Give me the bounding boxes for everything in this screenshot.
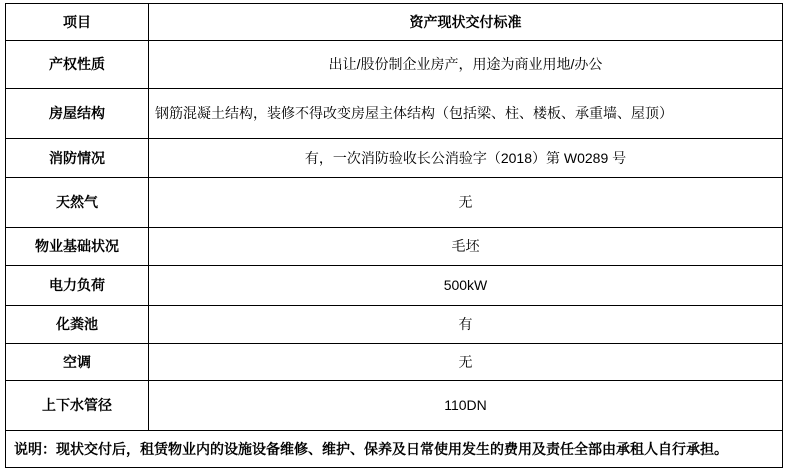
row-value: 钢筋混凝土结构，装修不得改变房屋主体结构（包括梁、柱、楼板、承重墙、屋顶）: [149, 89, 783, 139]
row-value: 无: [149, 178, 783, 228]
table-row-natural-gas: [6, 178, 783, 228]
row-value: 500kW: [149, 266, 783, 306]
row-label: 消防情况: [6, 139, 149, 178]
row-value: 有: [149, 306, 783, 344]
table-row-septic-tank: [6, 306, 783, 344]
row-value: 有，一次消防验收长公消验字（2018）第 W0289 号: [149, 139, 783, 178]
header-cell-item: 项目: [6, 4, 149, 41]
note-cell: 说明：现状交付后，租赁物业内的设施设备维修、维护、保养及日常使用发生的费用及责任全部由承租人自行承担。: [6, 431, 783, 468]
table-header-row: [6, 4, 783, 41]
table-row-power-load: [6, 266, 783, 306]
table-row-property-rights: [6, 41, 783, 89]
row-label: 电力负荷: [6, 266, 149, 306]
row-value: 出让/股份制企业房产，用途为商业用地/办公: [149, 41, 783, 89]
header-cell-standard: 资产现状交付标准: [149, 4, 783, 41]
row-label: 房屋结构: [6, 89, 149, 139]
table-note-row: [6, 431, 783, 468]
table-row-fire-safety: [6, 139, 783, 178]
table-row-water-pipe-diameter: [6, 381, 783, 431]
table-row-property-base-condition: [6, 228, 783, 266]
row-label: 化粪池: [6, 306, 149, 344]
table-row-building-structure: [6, 89, 783, 139]
row-value: 无: [149, 344, 783, 381]
table-row-air-conditioning: [6, 344, 783, 381]
asset-delivery-standard-table: [5, 3, 783, 468]
row-label: 产权性质: [6, 41, 149, 89]
row-label: 天然气: [6, 178, 149, 228]
row-value: 毛坯: [149, 228, 783, 266]
row-label: 物业基础状况: [6, 228, 149, 266]
row-label: 空调: [6, 344, 149, 381]
row-value: 110DN: [149, 381, 783, 431]
row-label: 上下水管径: [6, 381, 149, 431]
